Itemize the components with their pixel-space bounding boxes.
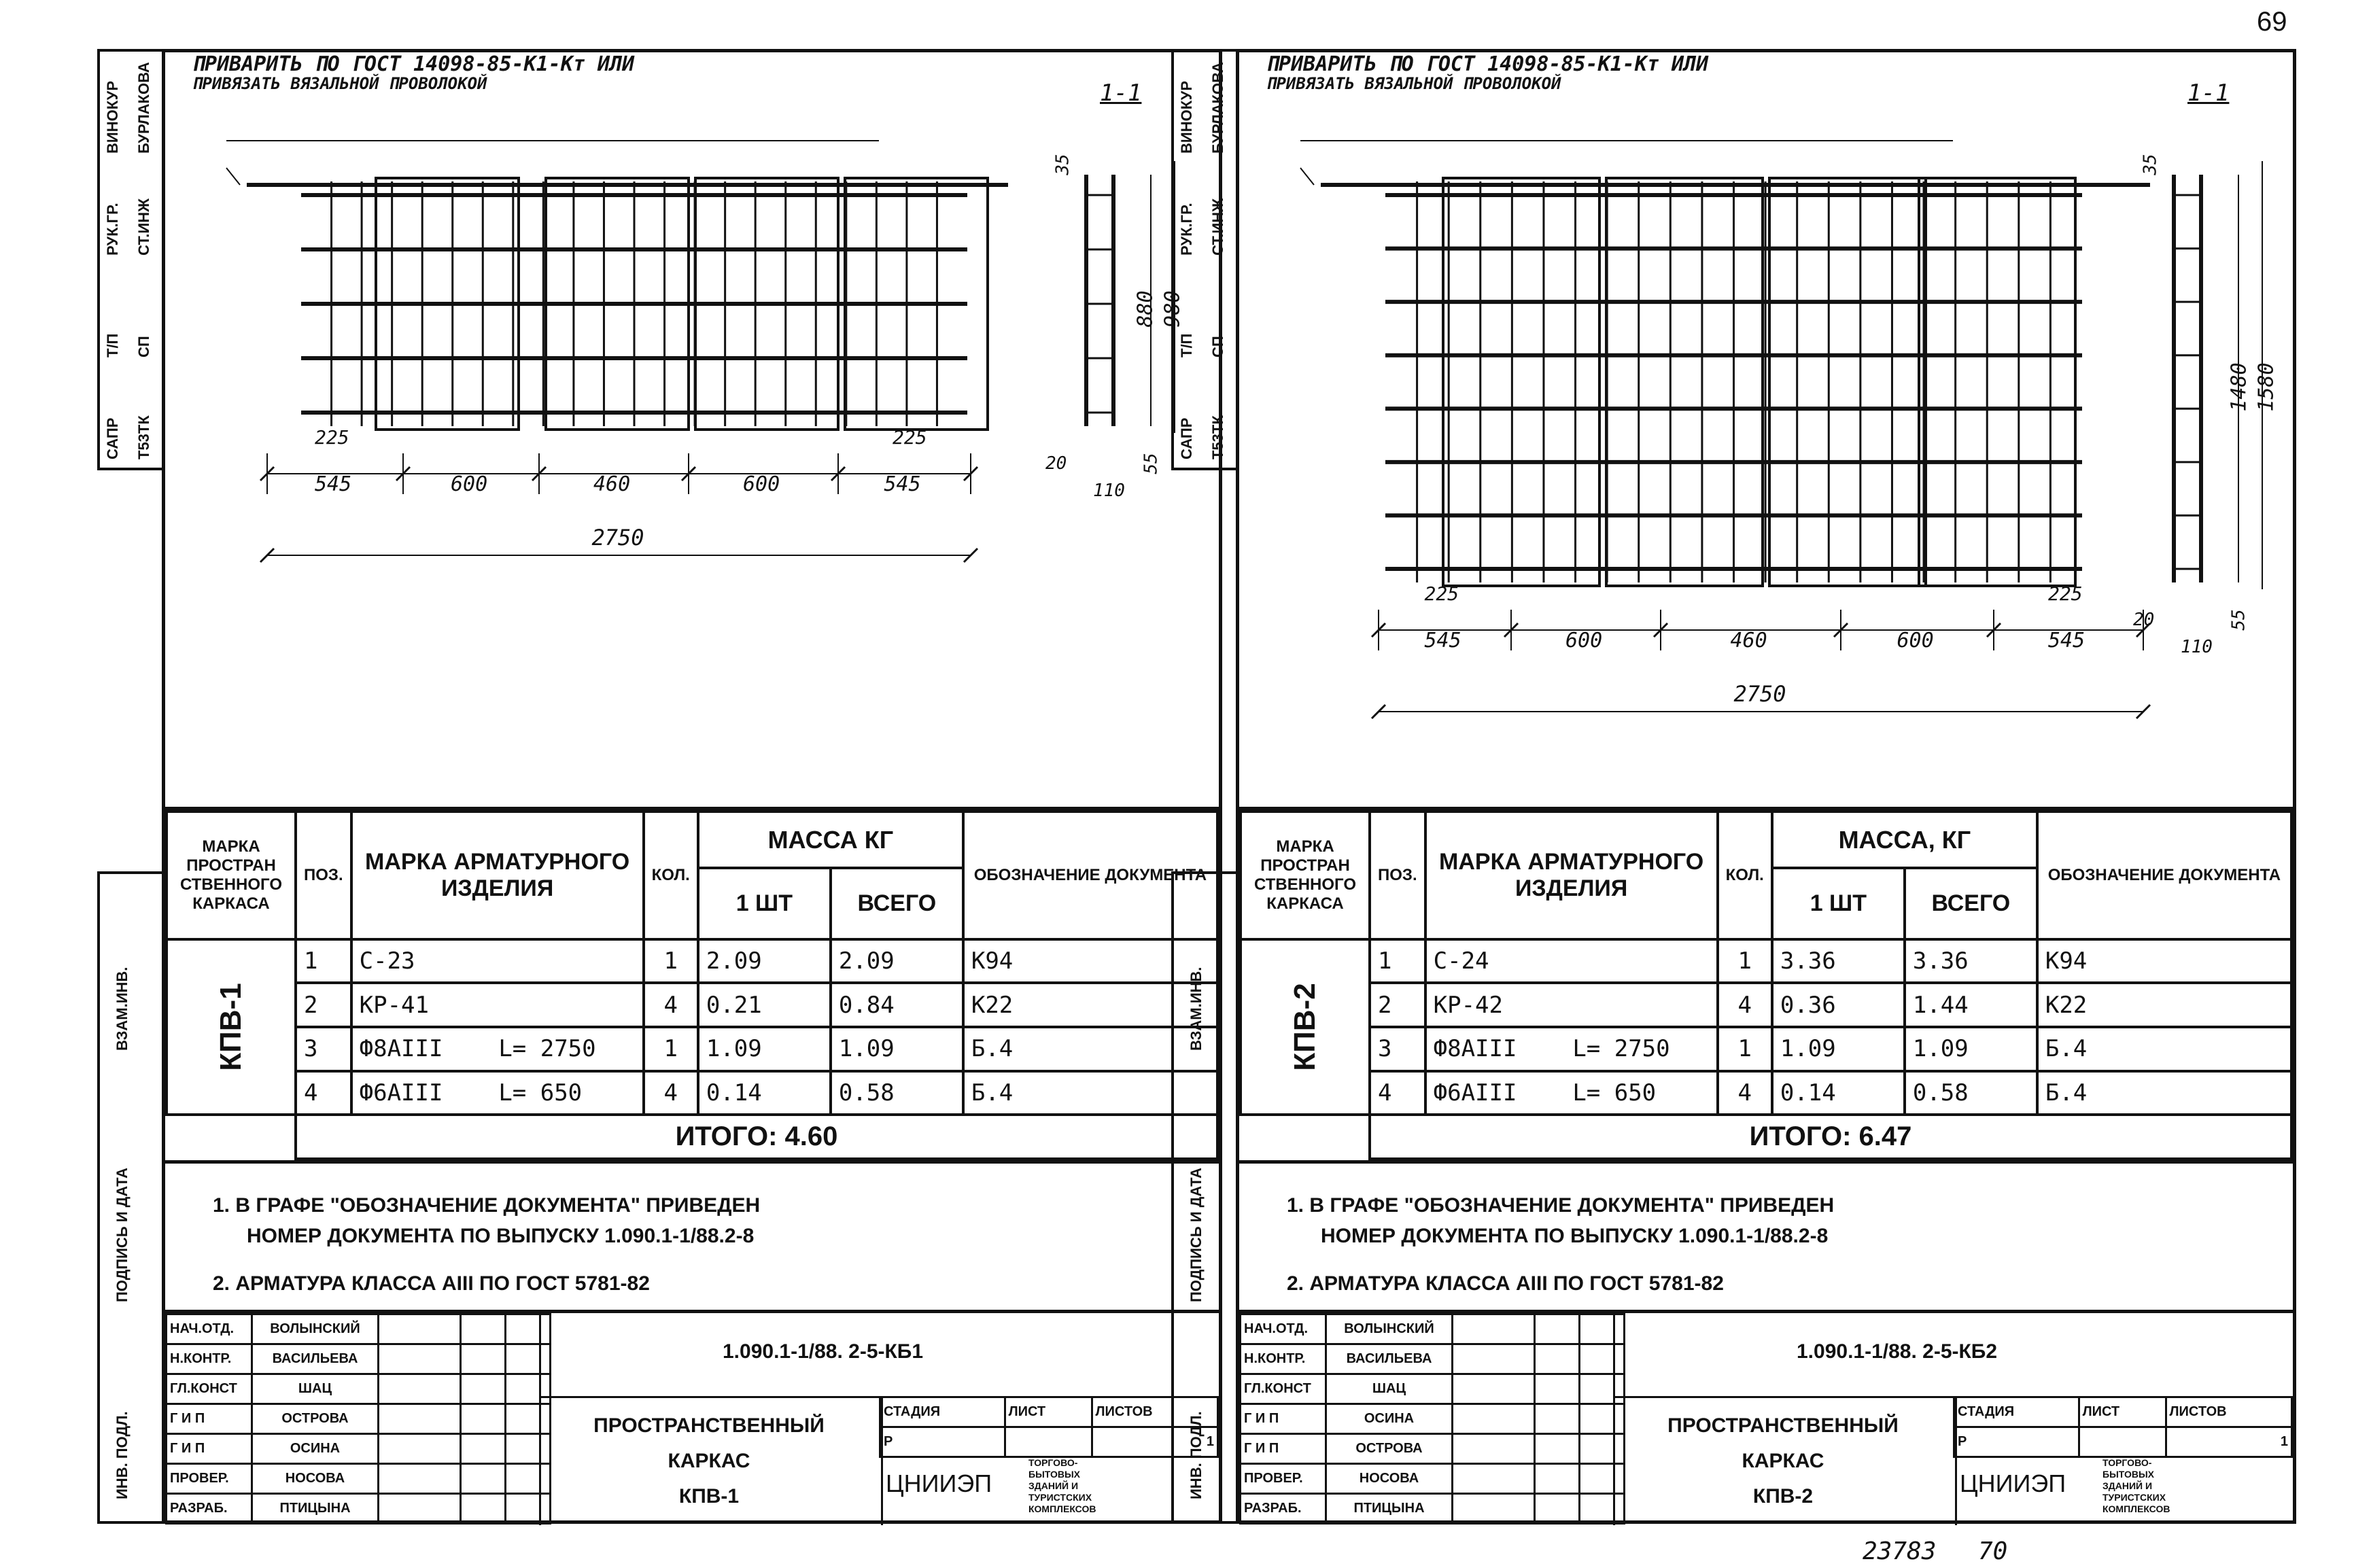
side-archive-label: ВЗАМ.ИНВ. [1188,966,1205,1051]
note-1-cont: НОМЕР ДОКУМЕНТА ПО ВЫПУСКУ 1.090.1-1/88.2-8 [1321,1225,1829,1247]
sheet-header: ЛИСТ [2079,1397,2166,1427]
mass-one-cell: 0.36 [1772,983,1905,1027]
mass-total-cell: 2.09 [831,939,963,983]
side-archive-label: ПОДПИСЬ И ДАТА [1188,1167,1205,1302]
header-mass-one: 1 ШТ [698,868,831,939]
stamp-role: ПРОВЕР. [167,1464,252,1494]
title-block [1239,1310,2293,1520]
side-name: БУРЛАКОВА [135,62,152,154]
sheets-value: 1 [2166,1427,2292,1457]
side-archive-stamp [97,871,165,1524]
title-line-3: КПВ-2 [1752,1485,1814,1508]
section-label: 1-1 [2187,80,2230,107]
org-sub: КОМПЛЕКСОВ [2102,1503,2170,1514]
section-label: 1-1 [1100,80,1142,107]
stamp-person: ОСИНА [1326,1404,1453,1434]
rebar-drawing [1239,52,2293,807]
org-sub: ТУРИСТСКИХ [1028,1492,1092,1503]
dim-55: 55 [2228,609,2249,631]
dim-600: 600 [743,472,780,496]
pos-cell: 4 [296,1071,351,1115]
side-role: САПР [1178,417,1195,459]
signature [1453,1434,1535,1464]
signature [379,1314,461,1344]
mass-total-cell: 0.58 [831,1071,963,1115]
signature [1453,1494,1535,1524]
mass-total-cell: 1.09 [831,1027,963,1071]
stamp-role: Г И П [1241,1434,1326,1464]
stamp-role: Г И П [1241,1404,1326,1434]
org-sub: ТОРГОВО- [1028,1457,1078,1468]
dim-600: 600 [451,472,488,496]
dim-110: 110 [2181,637,2213,657]
header-frame-mark: МАРКА ПРОСТРАН СТВЕННОГО КАРКАСА [1241,812,1370,939]
stamp-role: ГЛ.КОНСТ [1241,1374,1326,1404]
org-sub: БЫТОВЫХ [1028,1469,1081,1480]
note-1: 1. В ГРАФЕ "ОБОЗНАЧЕНИЕ ДОКУМЕНТА" ПРИВЕДЕН [1287,1194,1835,1217]
note-1: 1. В ГРАФЕ "ОБОЗНАЧЕНИЕ ДОКУМЕНТА" ПРИВЕДЕН [213,1194,761,1217]
header-doc: ОБОЗНАЧЕНИЕ ДОКУМЕНТА [963,812,1217,939]
side-role: ВИНОКУР [104,80,121,154]
title-line-2: КАРКАС [668,1450,750,1472]
side-name: СТ.ИНЖ [1209,198,1226,256]
stamp-person: ВОЛЫНСКИЙ [1326,1314,1453,1344]
stamp-role: ГЛ.КОНСТ [167,1374,252,1404]
signature [379,1344,461,1374]
doc-cell: К94 [963,939,1217,983]
side-name: СТ.ИНЖ [135,198,152,256]
org-sub: ТУРИСТСКИХ [2102,1492,2166,1503]
mass-total-cell: 0.84 [831,983,963,1027]
sheet-header: ЛИСТ [1005,1397,1092,1427]
side-role: САПР [104,417,121,459]
header-item: МАРКА АРМАТУРНОГО ИЗДЕЛИЯ [351,812,644,939]
signature [1453,1404,1535,1434]
signature [379,1494,461,1524]
total-row: ИТОГО: 4.60 [296,1115,1217,1159]
stamp-person: ОСТРОВА [252,1404,379,1434]
dim-height-1: 880 [1133,290,1158,328]
org-sub: ЗДАНИЙ И [2102,1480,2153,1491]
stamp-role: РАЗРАБ. [1241,1494,1326,1524]
mass-total-cell: 1.44 [1905,983,2037,1027]
header-mass: МАССА, КГ [1772,812,2037,868]
side-role: РУК.ГР. [1178,203,1195,256]
frame-kr [1919,178,2075,586]
org-sub: ЗДАНИЙ И [1028,1480,1079,1491]
dim-460: 460 [1730,629,1767,652]
frame-kr [1769,178,1926,586]
qty-cell: 4 [1718,983,1772,1027]
pos-cell: 2 [1370,983,1425,1027]
drawing-sheet-1 [104,49,1222,1524]
title-line-2: КАРКАС [1742,1450,1824,1472]
item-cell: КР-42 [1425,983,1718,1027]
signature [1453,1374,1535,1404]
side-role: Т/П [104,333,121,358]
dim-35: 35 [1052,154,1073,175]
signature [1453,1344,1535,1374]
header-mass-total: ВСЕГО [831,868,963,939]
stage-value: Р [1954,1427,2079,1457]
side-name: СП [135,336,152,358]
mass-one-cell: 3.36 [1772,939,1905,983]
header-mass-total: ВСЕГО [1905,868,2037,939]
header-mass-one: 1 ШТ [1772,868,1905,939]
pos-cell: 4 [1370,1071,1425,1115]
mass-total-cell: 1.09 [1905,1027,2037,1071]
item-cell: КР-41 [351,983,644,1027]
organization: ЦНИИЭП [1960,1469,2066,1497]
signature [379,1434,461,1464]
stamp-role: Г И П [167,1434,252,1464]
dim-460: 460 [593,472,631,496]
header-qty: КОЛ. [644,812,698,939]
header-frame-mark: МАРКА ПРОСТРАН СТВЕННОГО КАРКАСА [167,812,296,939]
dim-total: 2750 [591,525,644,551]
side-archive-label: ВЗАМ.ИНВ. [114,966,131,1051]
stamp-role: НАЧ.ОТД. [167,1314,252,1344]
item-cell: Ф8АIII L= 2750 [351,1027,644,1071]
mass-one-cell: 1.09 [1772,1027,1905,1071]
weld-note-2: ПРИВЯЗАТЬ ВЯЗАЛЬНОЙ ПРОВОЛОКОЙ [192,74,487,93]
item-cell: Ф8АIII L= 2750 [1425,1027,1718,1071]
mass-total-cell: 3.36 [1905,939,2037,983]
stamp-person: ВАСИЛЬЕВА [1326,1344,1453,1374]
header-item: МАРКА АРМАТУРНОГО ИЗДЕЛИЯ [1425,812,1718,939]
dim-545: 545 [315,472,352,496]
title-line-3: КПВ-1 [678,1485,740,1508]
side-approval-stamp [1171,49,1239,470]
dim-225: 225 [893,426,927,449]
frame-mark: КПВ-2 [1241,939,1370,1115]
note-2: 2. АРМАТУРА КЛАССА АIII ПО ГОСТ 5781-82 [1287,1272,1724,1295]
stamp-role: Н.КОНТР. [167,1344,252,1374]
dim-225: 225 [315,426,349,449]
signature [379,1374,461,1404]
stamp-person: НОСОВА [1326,1464,1453,1494]
total-row: ИТОГО: 6.47 [1370,1115,2291,1159]
stage-header: СТАДИЯ [880,1397,1005,1427]
dim-600: 600 [1897,629,1934,652]
page-number: 69 [2257,7,2287,37]
stamp-role: Н.КОНТР. [1241,1344,1326,1374]
stamp-role: НАЧ.ОТД. [1241,1314,1326,1344]
spec-table [1239,807,2293,1160]
title-line-1: ПРОСТРАНСТВЕННЫЙ [1667,1414,1899,1437]
item-cell: С-23 [351,939,644,983]
dim-total: 2750 [1733,681,1786,707]
document-code: 1.090.1-1/88. 2-5-КБ2 [1797,1340,1998,1363]
stamp-person: ВАСИЛЬЕВА [252,1344,379,1374]
doc-cell: Б.4 [963,1071,1217,1115]
spec-table [165,807,1219,1160]
header-mass: МАССА КГ [698,812,963,868]
side-archive-label: ИНВ. ПОДЛ. [114,1411,131,1499]
weld-note: ПРИВАРИТЬ ПО ГОСТ 14098-85-К1-Кт ИЛИ [192,52,635,76]
side-name: СП [1209,336,1226,358]
dim-545: 545 [2048,629,2085,652]
dim-110: 110 [1093,481,1125,501]
doc-cell: Б.4 [2037,1071,2291,1115]
org-sub: ТОРГОВО- [2102,1457,2152,1468]
stamp-role: Г И П [167,1404,252,1434]
side-role: РУК.ГР. [104,203,121,256]
qty-cell: 4 [644,983,698,1027]
mass-total-cell: 0.58 [1905,1071,2037,1115]
qty-cell: 1 [644,939,698,983]
stamp-person: НОСОВА [252,1464,379,1494]
qty-cell: 4 [644,1071,698,1115]
side-name: Т53ТК [135,415,152,459]
side-role: Т/П [1178,333,1195,358]
stamp-person: ПТИЦЫНА [252,1494,379,1524]
doc-cell: К22 [963,983,1217,1027]
stamp-role: ПРОВЕР. [1241,1464,1326,1494]
dim-height-2: 1580 [2254,362,2279,412]
qty-cell: 4 [1718,1071,1772,1115]
org-sub: КОМПЛЕКСОВ [1028,1503,1096,1514]
side-archive-stamp [1171,871,1239,1524]
dim-225: 225 [2048,582,2083,605]
stamp-role: РАЗРАБ. [167,1494,252,1524]
item-cell: Ф6АIII L= 650 [351,1071,644,1115]
signature [379,1464,461,1494]
signature [379,1404,461,1434]
dim-545: 545 [1424,629,1461,652]
side-name: БУРЛАКОВА [1209,62,1226,154]
header-qty: КОЛ. [1718,812,1772,939]
pos-cell: 2 [296,983,351,1027]
sheets-header: ЛИСТОВ [2166,1397,2292,1427]
stamp-person: ШАЦ [1326,1374,1453,1404]
mass-one-cell: 0.21 [698,983,831,1027]
stamp-person: ПТИЦЫНА [1326,1494,1453,1524]
dim-20: 20 [2133,610,2155,630]
stage-value: Р [880,1427,1005,1457]
pos-cell: 1 [296,939,351,983]
qty-cell: 1 [644,1027,698,1071]
document-code: 1.090.1-1/88. 2-5-КБ1 [723,1340,924,1363]
frame-kr [1606,178,1763,586]
sheets-value: 1 [1092,1427,1218,1457]
qty-cell: 1 [1718,1027,1772,1071]
mass-one-cell: 0.14 [1772,1071,1905,1115]
page-mark: 70 [1978,1537,2008,1565]
dim-height-2: 980 [1160,290,1185,328]
organization: ЦНИИЭП [886,1469,992,1497]
stamp-person: ОСТРОВА [1326,1434,1453,1464]
doc-cell: Б.4 [963,1027,1217,1071]
side-approval-stamp [97,49,165,470]
dim-545: 545 [884,472,921,496]
signature [1453,1314,1535,1344]
stage-header: СТАДИЯ [1954,1397,2079,1427]
header-pos: ПОЗ. [296,812,351,939]
stamp-person: ВОЛЫНСКИЙ [252,1314,379,1344]
dim-600: 600 [1565,629,1603,652]
signature [1453,1464,1535,1494]
mass-one-cell: 1.09 [698,1027,831,1071]
dim-55: 55 [1141,453,1162,474]
org-sub: БЫТОВЫХ [2102,1469,2155,1480]
rebar-drawing [165,52,1219,807]
archive-number: 23783 [1863,1537,1937,1565]
pos-cell: 1 [1370,939,1425,983]
sheets-header: ЛИСТОВ [1092,1397,1218,1427]
drawing-sheet-2 [1178,49,2296,1524]
side-name: Т53ТК [1209,415,1226,459]
title-block [165,1310,1219,1520]
qty-cell: 1 [1718,939,1772,983]
item-cell: С-24 [1425,939,1718,983]
item-cell: Ф6АIII L= 650 [1425,1071,1718,1115]
dim-20: 20 [1045,453,1067,474]
note-1-cont: НОМЕР ДОКУМЕНТА ПО ВЫПУСКУ 1.090.1-1/88.2-8 [247,1225,755,1247]
dim-height-1: 1480 [2227,362,2251,412]
mass-one-cell: 0.14 [698,1071,831,1115]
doc-cell: К94 [2037,939,2291,983]
notes-block [1239,1160,2293,1320]
header-pos: ПОЗ. [1370,812,1425,939]
stamp-person: ОСИНА [252,1434,379,1464]
header-doc: ОБОЗНАЧЕНИЕ ДОКУМЕНТА [2037,812,2291,939]
pos-cell: 3 [296,1027,351,1071]
weld-note: ПРИВАРИТЬ ПО ГОСТ 14098-85-К1-Кт ИЛИ [1266,52,1709,76]
dim-35: 35 [2140,154,2161,175]
frame-mark: КПВ-1 [167,939,296,1115]
dim-225: 225 [1424,582,1459,605]
title-line-1: ПРОСТРАНСТВЕННЫЙ [593,1414,825,1437]
stamp-person: ШАЦ [252,1374,379,1404]
mass-one-cell: 2.09 [698,939,831,983]
side-archive-label: ИНВ. ПОДЛ. [1188,1411,1205,1499]
pos-cell: 3 [1370,1027,1425,1071]
weld-note-2: ПРИВЯЗАТЬ ВЯЗАЛЬНОЙ ПРОВОЛОКОЙ [1266,74,1561,93]
doc-cell: К22 [2037,983,2291,1027]
note-2: 2. АРМАТУРА КЛАССА АIII ПО ГОСТ 5781-82 [213,1272,650,1295]
doc-cell: Б.4 [2037,1027,2291,1071]
side-archive-label: ПОДПИСЬ И ДАТА [114,1167,131,1302]
side-role: ВИНОКУР [1178,80,1195,154]
notes-block [165,1160,1219,1320]
